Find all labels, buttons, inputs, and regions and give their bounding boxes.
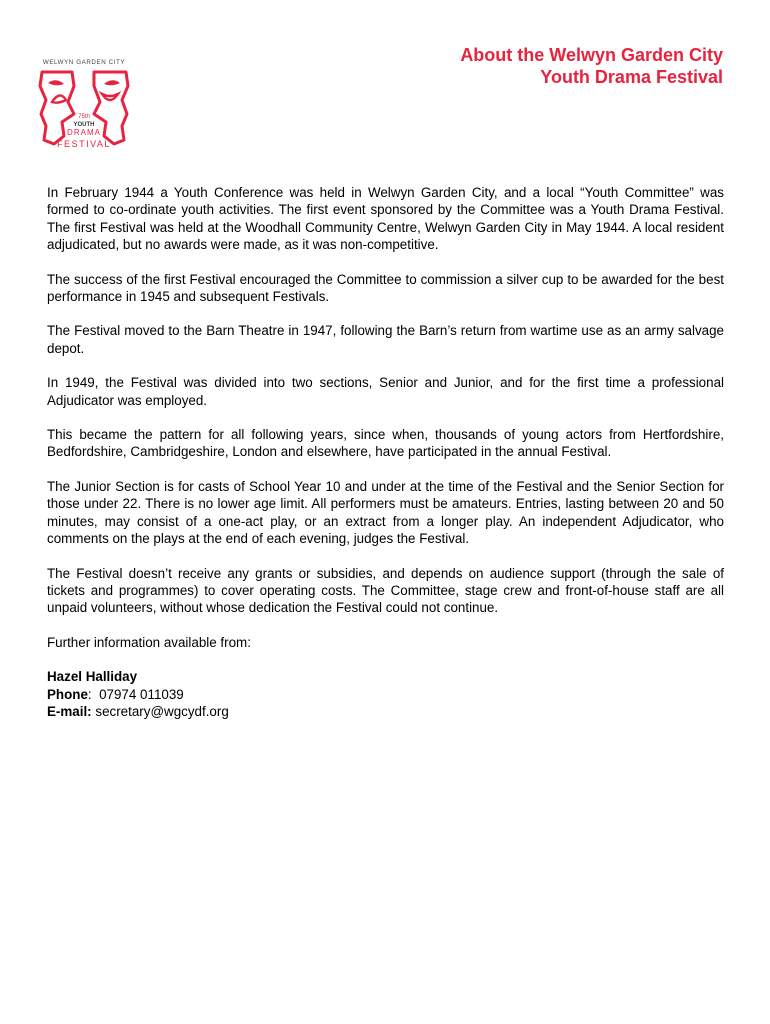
paragraph: In February 1944 a Youth Conference was held in Welwyn Garden City, and a local “Youth Committee” was formed to co-ordinate youth activities. The first event sponsored by the Committee was a Youth Drama Festival. The first Festival was held at the Woodhall Community Centre, Welwyn Garden City in May 1944. A local resident adjudicated, but no awards were made, as it was non-competitive.	[47, 185, 724, 253]
left-mask-mouth	[52, 95, 66, 102]
left-mask-eye	[48, 80, 64, 85]
main-content	[47, 184, 724, 720]
email-address[interactable]: secretary@wgcydf.org	[91, 703, 229, 719]
email-label: E-mail:	[47, 703, 92, 719]
contact-email-line	[47, 703, 724, 720]
paragraph: In 1949, the Festival was divided into two sections, Senior and Junior, and for the first time a professional Adjudicator was employed.	[47, 375, 724, 408]
paragraph: The Junior Section is for casts of School Year 10 and under at the time of the Festival and the Senior Section for those under 22. There is no lower age limit. All performers must be amateurs. Entries, lasting between 20 and 50 minutes, may consist of a one-act play, or an extract from a longer play. An independent Adjudicator, who comments on the plays at the end of each evening, judges the Festival.	[47, 478, 724, 547]
logo-number: 75th	[78, 114, 90, 120]
page-title	[460, 44, 723, 88]
logo-line1: YOUTH	[73, 122, 95, 128]
festival-logo	[38, 56, 130, 150]
page-title-line2: Youth Drama Festival	[540, 67, 723, 87]
paragraph: The success of the first Festival encouraged the Committee to commission a silver cup to be awarded for the best performance in 1945 and subsequent Festivals.	[47, 271, 724, 305]
paragraph: Further information available from:	[47, 634, 251, 650]
contact-block	[47, 668, 724, 720]
paragraph: The Festival moved to the Barn Theatre in 1947, following the Barn’s return from wartime use as an army salvage depot.	[47, 323, 724, 356]
contact-name: Hazel Halliday	[47, 669, 138, 685]
phone-label: Phone	[47, 686, 88, 702]
logo-top-text: WELWYN GARDEN CITY	[42, 59, 126, 66]
logo-line3: FESTIVAL	[57, 139, 111, 149]
contact-phone-line	[47, 686, 724, 703]
page-title-line1: About the Welwyn Garden City	[460, 45, 723, 65]
paragraph: The Festival doesn’t receive any grants or subsidies, and depends on audience support (through the sale of tickets and programmes) to cover operating costs. The Committee, stage crew and front-of-house staff are all unpaid volunteers, without whose dedication the Festival could not continue.	[47, 565, 724, 616]
right-mask-mouth	[102, 94, 118, 100]
phone-number: 07974 011039	[99, 686, 184, 702]
logo-line2: DRAMA	[67, 128, 101, 137]
paragraph: This became the pattern for all following years, since when, thousands of young actors from Hertfordshire, Bedfordshire, Cambridgeshire, London and elsewhere, have participated in the annual Festival.	[47, 427, 724, 460]
phone-separator: :	[87, 686, 100, 702]
right-mask-eye	[104, 80, 120, 85]
